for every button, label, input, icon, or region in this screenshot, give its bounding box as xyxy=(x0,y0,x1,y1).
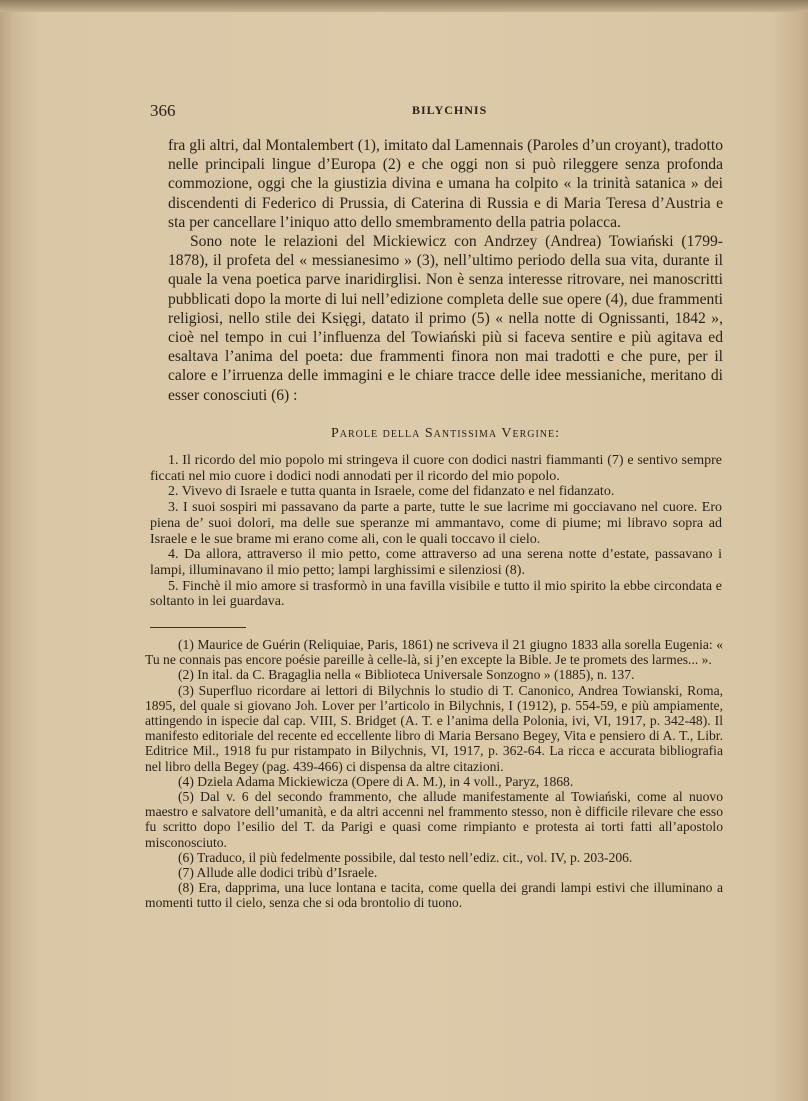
body-text xyxy=(168,136,723,405)
verse: 2. Vivevo di Israele e tutta quanta in Israele, come del fidanzato e nel fidanzato. xyxy=(168,484,615,500)
body-paragraph: fra gli altri, dal Montalembert (1), imitato dal Lamennais (Paroles d’un croyant), tradotto nelle principali lingue d’Europa (2) e che oggi non si può rileggere senza profonda commozione, oggi che la giustizia divina e umana ha colpito « la trinità satanica » dei discendenti di Federico di Prussia, di Caterina di Russia e di Maria Teresa d’Austria e sta per cancellare l’iniquo atto dello smembramento della patria polacca. xyxy=(168,137,723,231)
running-title: BILYCHNIS xyxy=(412,103,488,117)
section-title: Parole della Santissima Vergine: xyxy=(330,426,561,441)
page-number: 366 xyxy=(150,101,176,120)
body-paragraph: Sono note le relazioni del Mickiewicz con Andrzey (Andrea) Towiański (1799-1878), il profeta del « messianesimo » (3), nell’ultimo periodo della sua vita, durante il quale la vena poetica parve inaridirglisi. Non è senza interesse ritrovare, nei manoscritti pubblicati dopo la morte di lui nell’edizione completa delle sue opere (4), due frammenti religiosi, nello stile dei Księgi, datato il primo (5) « nella notte di Ognissanti, 1842 », cioè nel tempo in cui l’influenza del Towiański più si faceva sentire e più agitava ed esaltava l’anima del poeta: due frammenti finora non mai tradotti e che pure, per il calore e l’irruenza delle immagini e le chiare tracce delle idee messianiche, meritano di esser conosciuti (6) : xyxy=(168,233,723,404)
verse: 5. Finchè il mio amore si trasformò in una favilla visibile e tutto il mio spirito la ebbe circondata e soltanto in lei guardava. xyxy=(150,578,722,610)
footnote: (7) Allude alle dodici tribù d’Israele. xyxy=(178,865,378,881)
footnote: (4) Dziela Adama Mickiewicza (Opere di A. M.), in 4 voll., Paryz, 1868. xyxy=(178,773,574,789)
footnote: (1) Maurice de Guérin (Reliquiae, Paris, 1861) ne scriveva il 21 giugno 1833 alla sorella Eugenia: « Tu ne connais pas encore poésie pareille à celle-là, si j’en excepte la Bible. Je te promets des larmes... ». xyxy=(145,637,723,668)
footnote: (6) Traduco, il più fedelmente possibile, dal testo nell’ediz. cit., vol. IV, p. 203-206. xyxy=(178,849,633,865)
page-top-edge xyxy=(0,0,808,12)
verse: 1. Il ricordo del mio popolo mi stringeva il cuore con dodici nastri fiammanti (7) e sentivo sempre ficcati nel mio cuore i dodici nodi annodati per il ricordo del mio popolo. xyxy=(150,453,722,484)
verse: 4. Da allora, attraverso il mio petto, come attraverso ad una serena notte d’estate, passavano i lampi, illuminavano il mio petto; lampi larghissimi e silenziosi (8). xyxy=(150,547,722,578)
verses xyxy=(150,453,722,610)
page-header xyxy=(150,101,730,121)
footnote: (2) In ital. da C. Bragaglia nella « Biblioteca Universale Sonzogno » (1885), n. 137. xyxy=(178,667,635,683)
footnotes xyxy=(145,637,723,911)
footnote: (8) Era, dapprima, una luce lontana e tacita, come quella dei grandi lampi estivi che illuminano a momenti tutto il cielo, senza che si oda brontolio di tuono. xyxy=(145,880,723,911)
footnote: (3) Superfluo ricordare ai lettori di Bilychnis lo studio di T. Canonico, Andrea Towianski, Roma, 1895, del quale si giovano Joh. Lover per l’articolo in Bilychnis, I (1912), p. 554-59, e più ampiamente, attingendo in ispecie dal cap. VIII, S. Bridget (A. T. e l’anima della Polonia, ivi, VI, 1917, p. 342-48). Il manifesto editoriale del recente ed eccellente libro di Maria Bersano Begey, Vita e pensiero di A. T., Libr. Editrice Mil., 1918 fu pur ristampato in Bilychnis, VI, 1917, p. 362-64. La ricca e accurata bibliografia nel libro della Begey (pag. 439-466) ci dispensa da altre citazioni. xyxy=(145,682,723,774)
footnote-rule xyxy=(150,627,246,628)
footnote: (5) Dal v. 6 del secondo frammento, che allude manifestamente al Towiański, come al nuovo maestro e salvatore dell’umanità, e da altri accenni nel frammento stesso, non è difficile rilevare che esso fu scritto dopo l’esilio del T. da Parigi e quasi come rimpianto e protesta ai torti fatti all’apostolo misconosciuto. xyxy=(145,789,723,850)
verse: 3. I suoi sospiri mi passavano da parte a parte, tutte le sue lacrime mi gocciavano nel cuore. Ero piena de’ suoi dolori, ma delle sue speranze mi ammantavo, come di piume; mi libravo sopra ad Israele e le sue brame mi erano come ali, con le quali toccavo il cielo. xyxy=(150,500,722,547)
